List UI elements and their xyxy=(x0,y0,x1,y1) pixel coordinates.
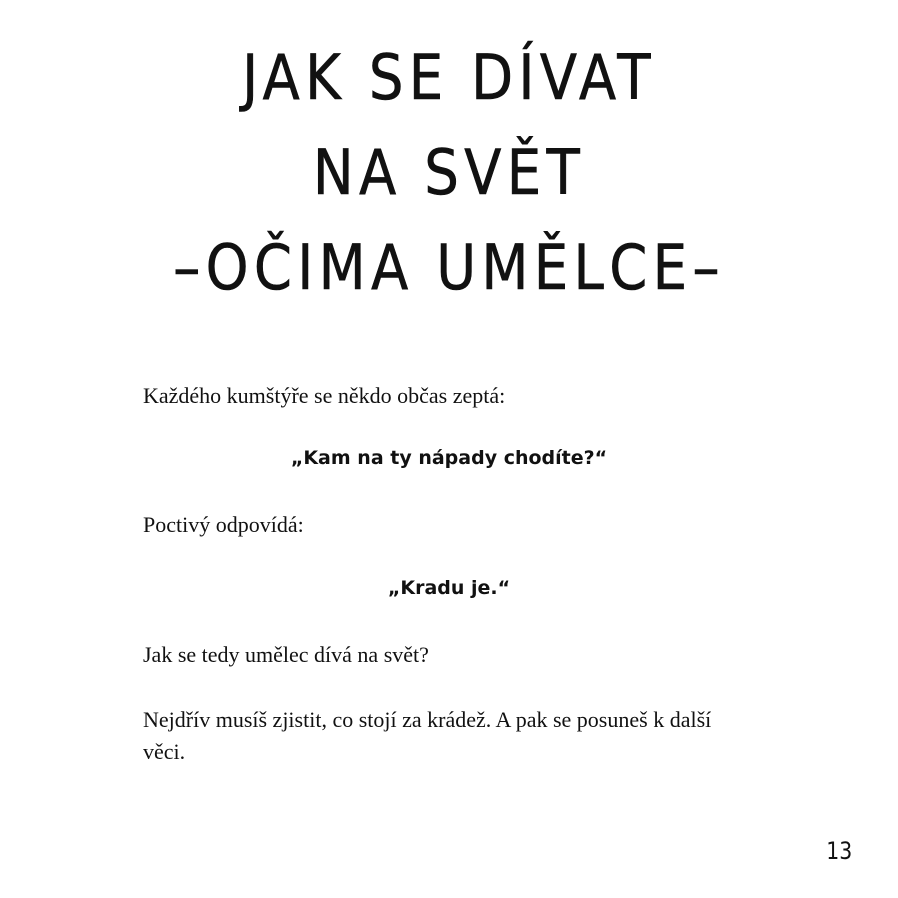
paragraph-how-artist-sees: Jak se tedy umělec dívá na svět? xyxy=(143,642,429,667)
chapter-title xyxy=(54,30,844,315)
paragraph-first-find-line-2: věci. xyxy=(143,739,186,764)
quote-answer: „Kradu je.“ xyxy=(387,577,511,599)
chapter-title-line-2: NA SVĚT xyxy=(312,136,586,209)
page-number: 13 xyxy=(826,837,853,865)
paragraph-answer-intro: Poctivý odpovídá: xyxy=(143,512,304,537)
paragraph-question-intro: Každého kumštýře se někdo občas zeptá: xyxy=(143,383,506,408)
chapter-title-line-3: –OČIMA UMĚLCE– xyxy=(173,231,725,304)
chapter-title-line-1: JAK SE DÍVAT xyxy=(242,41,656,114)
quote-question: „Kam na ty nápady chodíte?“ xyxy=(290,447,608,469)
paragraph-first-find-line-1: Nejdřív musíš zjistit, co stojí za krádež. A pak se posuneš k další xyxy=(143,707,712,732)
paragraph-first-find xyxy=(143,704,711,768)
